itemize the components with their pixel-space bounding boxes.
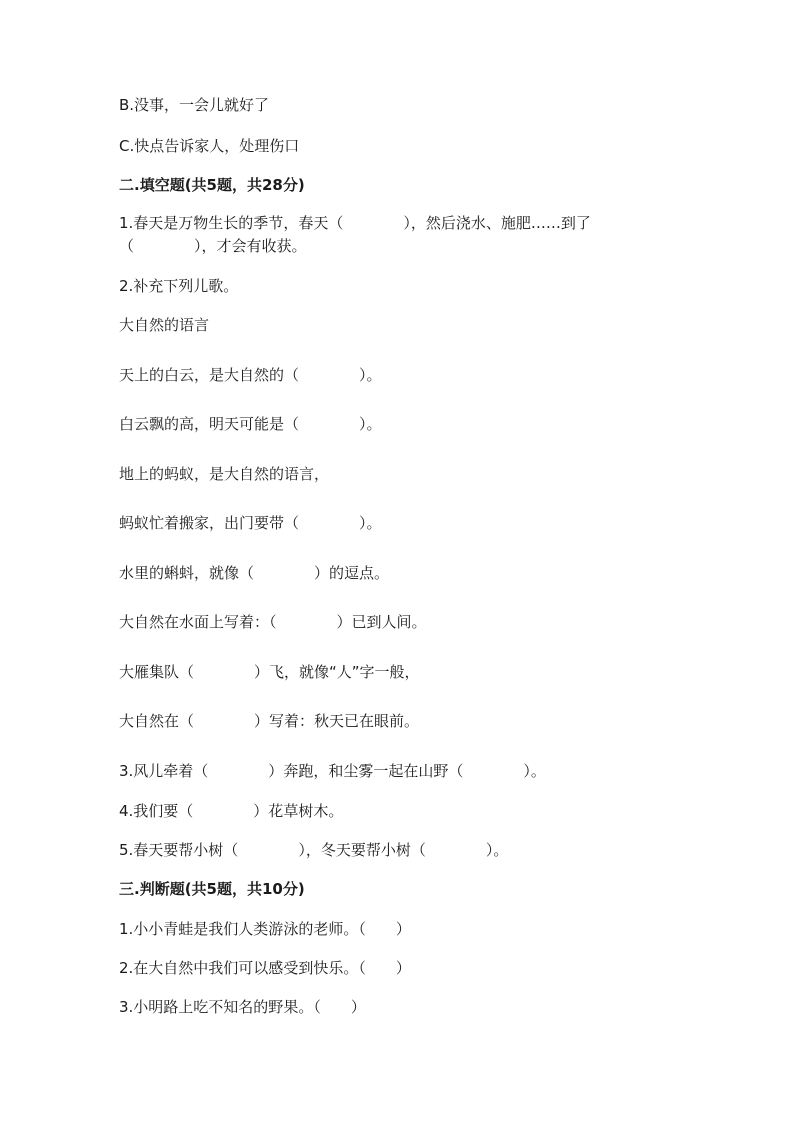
poem-line: 大自然在水面上写着：（ ）已到人间。 [119, 613, 427, 631]
poem-title: 大自然的语言 [119, 316, 210, 334]
poem-line: 蚂蚁忙着搬家，出门要带（ ）。 [119, 514, 382, 532]
poem-line: 白云飘的高，明天可能是（ ）。 [119, 415, 382, 433]
fill-question-1-line-1: 1.春天是万物生长的季节，春天（ ），然后浇水、施肥……到了 [119, 214, 591, 232]
fill-question-3: 3.风儿牵着（ ）奔跑，和尘雾一起在山野（ ）。 [119, 762, 546, 780]
poem-line: 大自然在（ ）写着：秋天已在眼前。 [119, 712, 420, 730]
fill-question-1-line-2: （ ），才会有收获。 [119, 237, 307, 255]
judge-question-3: 3.小明路上吃不知名的野果。（ ） [119, 998, 366, 1016]
fill-question-2: 2.补充下列儿歌。 [119, 277, 239, 295]
judge-question-1: 1.小小青蛙是我们人类游泳的老师。（ ） [119, 920, 411, 938]
poem-line: 地上的蚂蚁，是大自然的语言， [119, 465, 330, 483]
section-heading-true-false: 三.判断题(共5题，共10分) [119, 880, 305, 898]
poem-line: 天上的白云，是大自然的（ ）。 [119, 366, 382, 384]
judge-question-2: 2.在大自然中我们可以感受到快乐。（ ） [119, 959, 411, 977]
poem-line: 大雁集队（ ）飞，就像“人”字一般， [119, 663, 420, 681]
section-heading-fill-blank: 二.填空题(共5题，共28分) [119, 176, 305, 194]
fill-question-5: 5.春天要帮小树（ ），冬天要帮小树（ ）。 [119, 841, 509, 859]
choice-option-b: B.没事，一会儿就好了 [119, 96, 270, 114]
poem-line: 水里的蝌蚪，就像（ ）的逗点。 [119, 564, 390, 582]
choice-option-c: C.快点告诉家人，处理伤口 [119, 137, 300, 155]
fill-question-4: 4.我们要（ ）花草树木。 [119, 802, 344, 820]
